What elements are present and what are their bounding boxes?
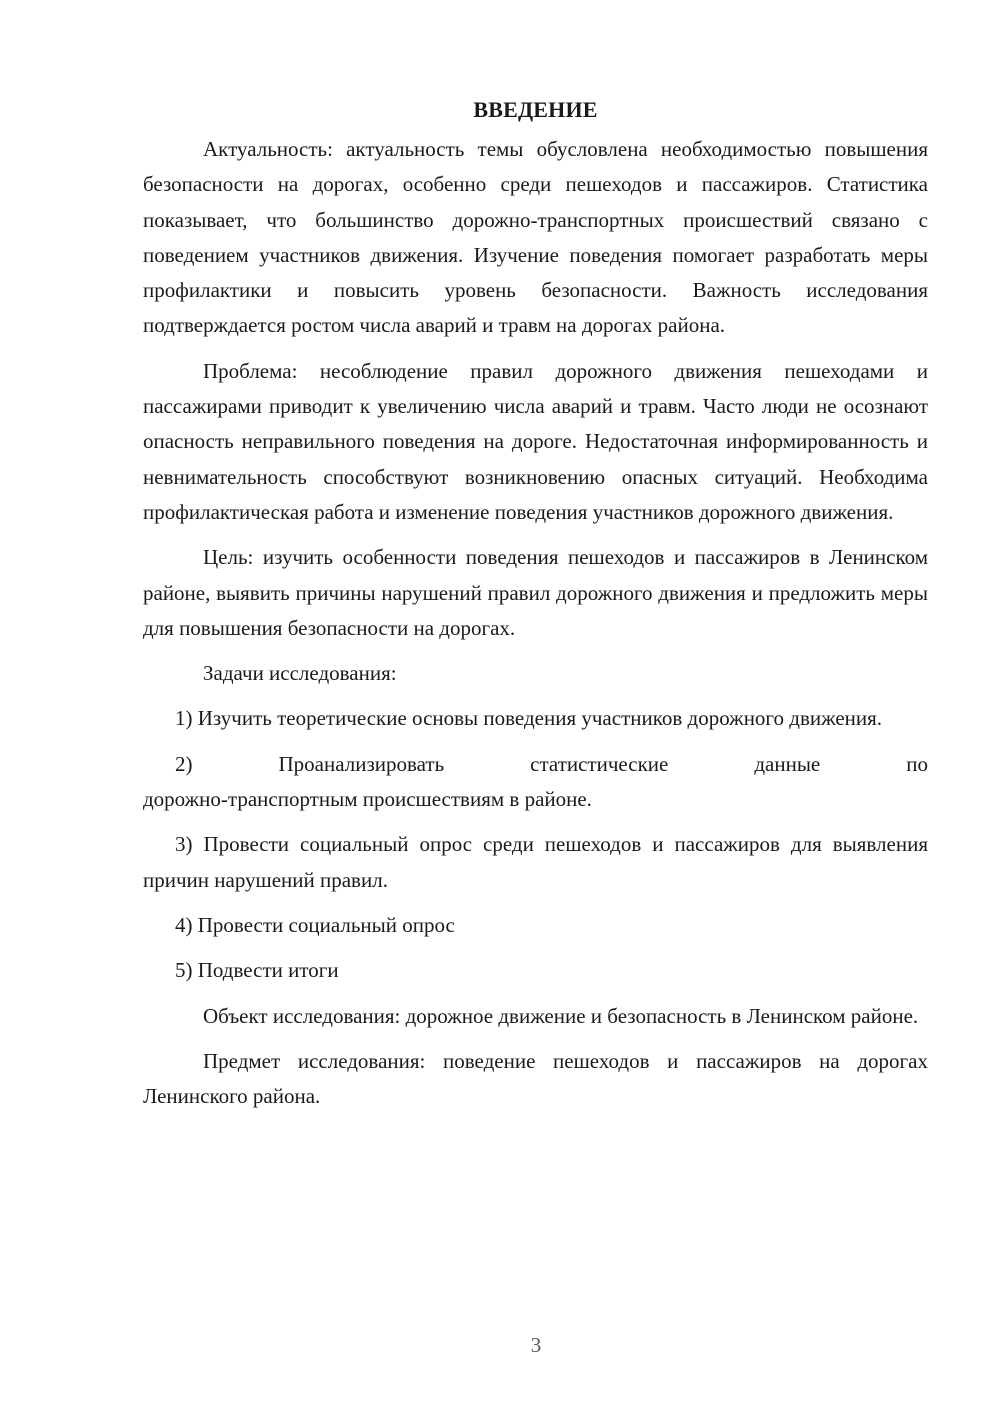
task-item: 1) Изучить теоретические основы поведения участников дорожного движения. <box>175 706 883 731</box>
tasks-heading: Задачи исследования: <box>203 661 397 686</box>
relevance-paragraph: Актуальность: актуальность темы обусловлена необходимостью повышения безопасности на дорогах, особенно среди пешеходов и пассажиров. Статистика показывает, что большинство дорожно-транспортных происшествий связано с поведением участников движения. Изучение поведения помогает разработать меры профилактики и повысить уровень безопасности. Важность исследования подтверждается ростом числа аварий и травм на дорогах района. <box>143 137 928 338</box>
goal-paragraph: Цель: изучить особенности поведения пешеходов и пассажиров в Ленинском районе, выявить причины нарушений правил дорожного движения и предложить меры для повышения безопасности на дорогах. <box>143 545 928 640</box>
task-item: 3) Провести социальный опрос среди пешеходов и пассажиров для выявления причин нарушений правил. <box>143 832 928 892</box>
task-item: 5) Подвести итоги <box>175 958 339 983</box>
problem-paragraph: Проблема: несоблюдение правил дорожного движения пешеходами и пассажирами приводит к увеличению числа аварий и травм. Часто люди не осознают опасность неправильного поведения на дороге. Недостаточная информированность и невнимательность способствуют возникновению опасных ситуаций. Необходима профилактическая работа и изменение поведения участников дорожного движения. <box>143 358 928 524</box>
section-title: ВВЕДЕНИЕ <box>473 97 598 122</box>
subject-paragraph: Предмет исследования: поведение пешеходов и пассажиров на дорогах Ленинского района. <box>143 1048 928 1109</box>
task-item: 4) Провести социальный опрос <box>175 912 455 937</box>
task-item-line: 2) Проанализировать статистические данные по <box>175 751 928 776</box>
page-number: 3 <box>530 1333 542 1357</box>
task-item-line: дорожно-транспортным происшествиям в районе. <box>143 787 592 812</box>
document-page <box>143 92 928 1124</box>
object-paragraph: Объект исследования: дорожное движение и безопасность в Ленинском районе. <box>203 1003 919 1028</box>
task-item <box>143 747 928 818</box>
